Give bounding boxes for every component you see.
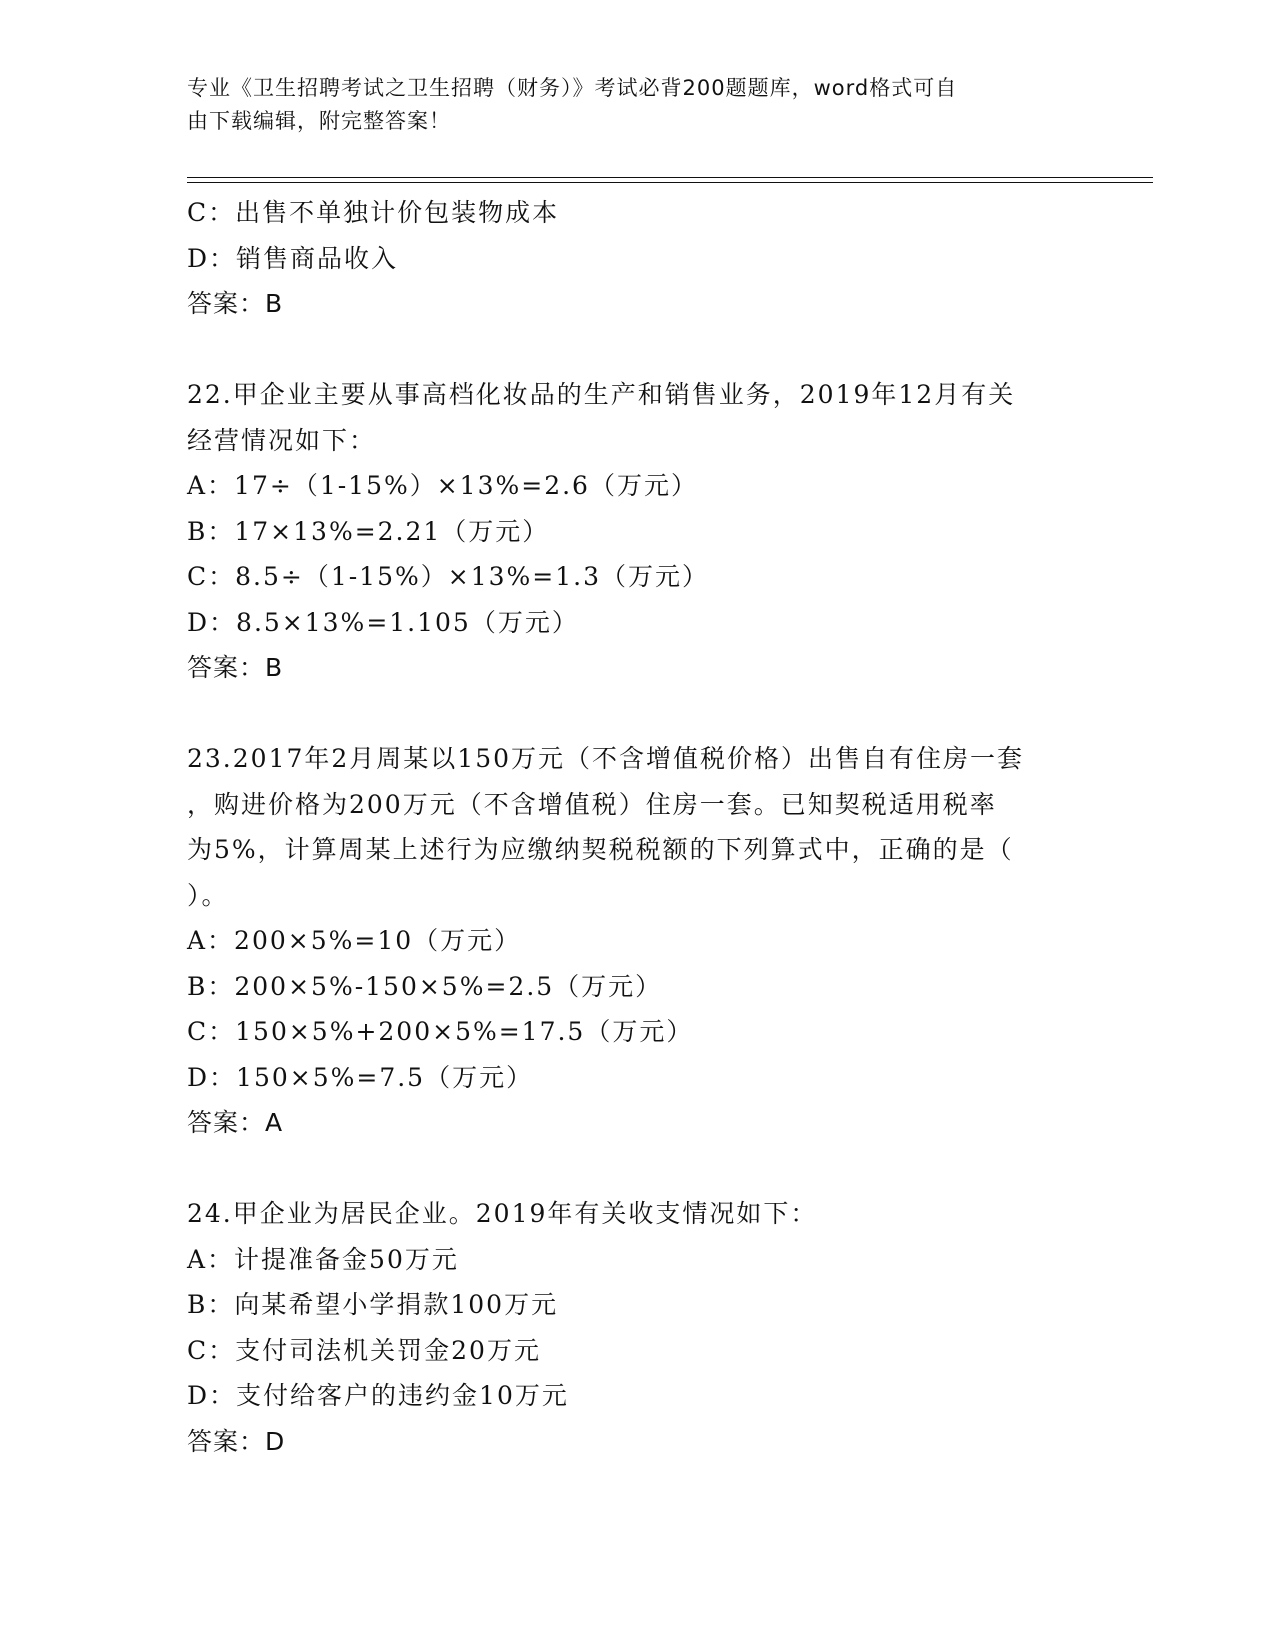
answer-line: 答案：A — [187, 1108, 284, 1137]
question-stem-line: ，购进价格为200万元（不含增值税）住房一套。已知契税适用税率 — [187, 789, 997, 819]
header-title-line-1: 专业《卫生招聘考试之卫生招聘（财务）》考试必背200题题库，word格式可自 — [187, 76, 958, 100]
option-d: D：支付给客户的违约金10万元 — [187, 1381, 569, 1410]
header-divider-top — [187, 177, 1153, 178]
question-22 — [187, 372, 1087, 691]
page-header — [187, 72, 1077, 138]
header-title-line-2: 由下载编辑，附完整答案！ — [187, 109, 451, 133]
option-d: D：销售商品收入 — [187, 243, 399, 273]
option-c: C：出售不单独计价包装物成本 — [187, 198, 560, 227]
option-c: C：支付司法机关罚金20万元 — [187, 1335, 541, 1365]
question-stem-line: 经营情况如下： — [187, 425, 377, 455]
question-21-tail — [187, 190, 1087, 327]
spacer — [187, 1146, 1087, 1192]
option-d: D：150×5%=7.5（万元） — [187, 1062, 534, 1092]
question-stem-line: ）。 — [187, 880, 229, 910]
option-b: B：向某希望小学捐款100万元 — [187, 1290, 559, 1319]
option-c: C：150×5%+200×5%=17.5（万元） — [187, 1017, 694, 1046]
spacer — [187, 327, 1087, 373]
header-divider-bottom — [187, 182, 1153, 183]
question-stem-line: 23.2017年2月周某以150万元（不含增值税价格）出售自有住房一套 — [187, 744, 1025, 773]
answer-line: 答案：B — [187, 653, 284, 682]
question-23 — [187, 736, 1087, 1146]
option-c: C：8.5÷（1-15%）×13%=1.3（万元） — [187, 562, 709, 591]
option-d: D：8.5×13%=1.105（万元） — [187, 607, 579, 637]
option-b: B：200×5%-150×5%=2.5（万元） — [187, 971, 663, 1001]
option-a: A：200×5%=10（万元） — [187, 926, 522, 955]
option-a: A：17÷（1-15%）×13%=2.6（万元） — [187, 471, 698, 500]
answer-line: 答案：D — [187, 1426, 286, 1456]
spacer — [187, 691, 1087, 737]
option-a: A：计提准备金50万元 — [187, 1244, 459, 1274]
question-stem-line: 为5%，计算周某上述行为应缴纳契税税额的下列算式中，正确的是（ — [187, 835, 1014, 864]
option-b: B：17×13%=2.21（万元） — [187, 516, 550, 546]
answer-line: 答案：B — [187, 289, 284, 318]
question-stem-line: 24.甲企业为居民企业。2019年有关收支情况如下： — [187, 1199, 818, 1228]
question-24 — [187, 1191, 1087, 1464]
question-stem-line: 22.甲企业主要从事高档化妆品的生产和销售业务，2019年12月有关 — [187, 380, 1016, 409]
question-content — [187, 190, 1087, 1464]
